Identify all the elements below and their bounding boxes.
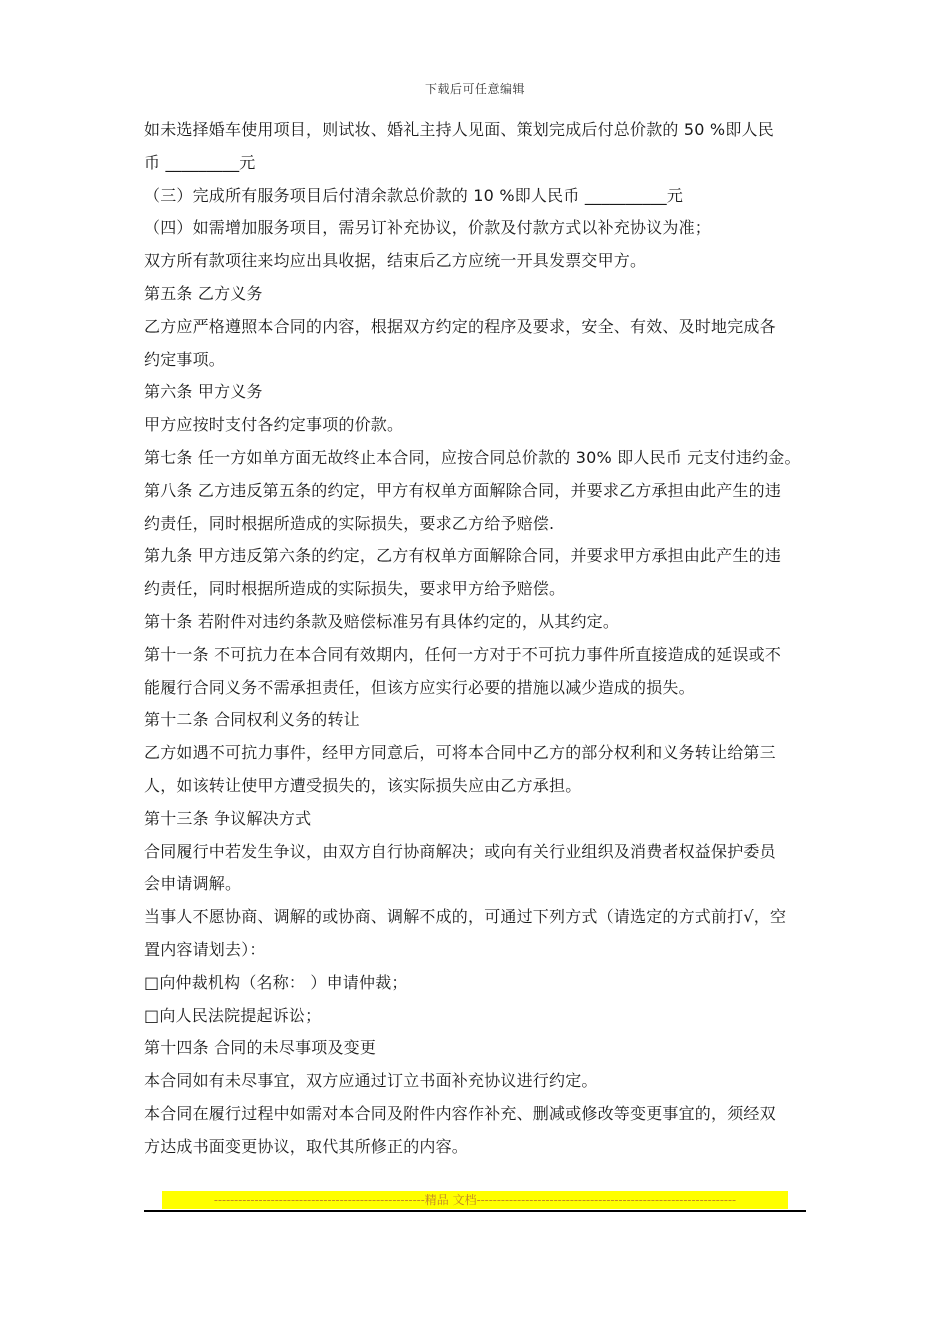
text-line: 第六条 甲方义务	[144, 382, 263, 402]
text-line: 第五条 乙方义务	[144, 283, 263, 303]
page-header: 下载后可任意编辑	[424, 82, 525, 96]
text-line: 本合同在履行过程中如需对本合同及附件内容作补充、删减或修改等变更事宜的，须经双	[144, 1103, 776, 1123]
text-line: □向仲裁机构（名称： ）申请仲裁；	[144, 972, 408, 992]
text-line: 第八条 乙方违反第五条的约定，甲方有权单方面解除合同，并要求乙方承担由此产生的违	[144, 480, 782, 500]
text-line: 人，如该转让使甲方遭受损失的，该实际损失应由乙方承担。	[144, 775, 582, 795]
text-line: 第七条 任一方如单方面无故终止本合同，应按合同总价款的 30% 即人民币 元支付违约金。	[144, 447, 801, 467]
text-line: 方达成书面变更协议，取代其所修正的内容。	[144, 1136, 469, 1156]
text-line: 第十二条 合同权利义务的转让	[144, 710, 360, 730]
text-line: 约责任，同时根据所造成的实际损失，要求甲方给予赔偿。	[144, 579, 566, 599]
text-line: 约责任，同时根据所造成的实际损失，要求乙方给予赔偿.	[144, 513, 555, 533]
text-line: 乙方如遇不可抗力事件，经甲方同意后，可将本合同中乙方的部分权利和义务转让给第三	[144, 743, 776, 763]
text-line: （三）完成所有服务项目后付清余款总价款的 10 %即人民币 __________元	[144, 185, 684, 205]
text-line: 第九条 甲方违反第六条的约定，乙方有权单方面解除合同，并要求甲方承担由此产生的违	[144, 546, 782, 566]
text-line: 置内容请划去）：	[144, 939, 266, 959]
footer-banner: ----------------------------------------------------精品 文档----------------------------------------------------------------	[162, 1191, 788, 1209]
text-line: 本合同如有未尽事宜，双方应通过订立书面补充协议进行约定。	[144, 1071, 598, 1091]
text-line: 会申请调解。	[144, 874, 242, 894]
text-line: 合同履行中若发生争议，由双方自行协商解决；或向有关行业组织及消费者权益保护委员	[144, 841, 776, 861]
text-line: 当事人不愿协商、调解的或协商、调解不成的，可通过下列方式（请选定的方式前打√，空	[144, 907, 787, 927]
text-line: 币 _________元	[144, 152, 256, 172]
text-line: 第十三条 争议解决方式	[144, 808, 312, 828]
text-line: 第十条 若附件对违约条款及赔偿标准另有具体约定的，从其约定。	[144, 611, 620, 631]
text-line: 甲方应按时支付各约定事项的价款。	[144, 415, 404, 435]
text-line: 能履行合同义务不需承担责任，但该方应实行必要的措施以减少造成的损失。	[144, 677, 695, 697]
text-line: 第十一条 不可抗力在本合同有效期内，任何一方对于不可抗力事件所直接造成的延误或不	[144, 644, 782, 664]
document-body	[144, 114, 814, 1164]
text-line: 第十四条 合同的未尽事项及变更	[144, 1038, 377, 1058]
text-line: 乙方应严格遵照本合同的内容，根据双方约定的程序及要求，安全、有效、及时地完成各	[144, 316, 776, 336]
text-line: □向人民法院提起诉讼；	[144, 1005, 322, 1025]
text-line: 如未选择婚车使用项目，则试妆、婚礼主持人见面、策划完成后付总价款的 50 %即人民	[144, 120, 774, 139]
text-line: 双方所有款项往来均应出具收据，结束后乙方应统一开具发票交甲方。	[144, 251, 647, 271]
footer-divider	[144, 1210, 806, 1212]
text-line: 约定事项。	[144, 349, 226, 369]
text-line: （四）如需增加服务项目，需另订补充协议，价款及付款方式以补充协议为准；	[144, 218, 712, 238]
